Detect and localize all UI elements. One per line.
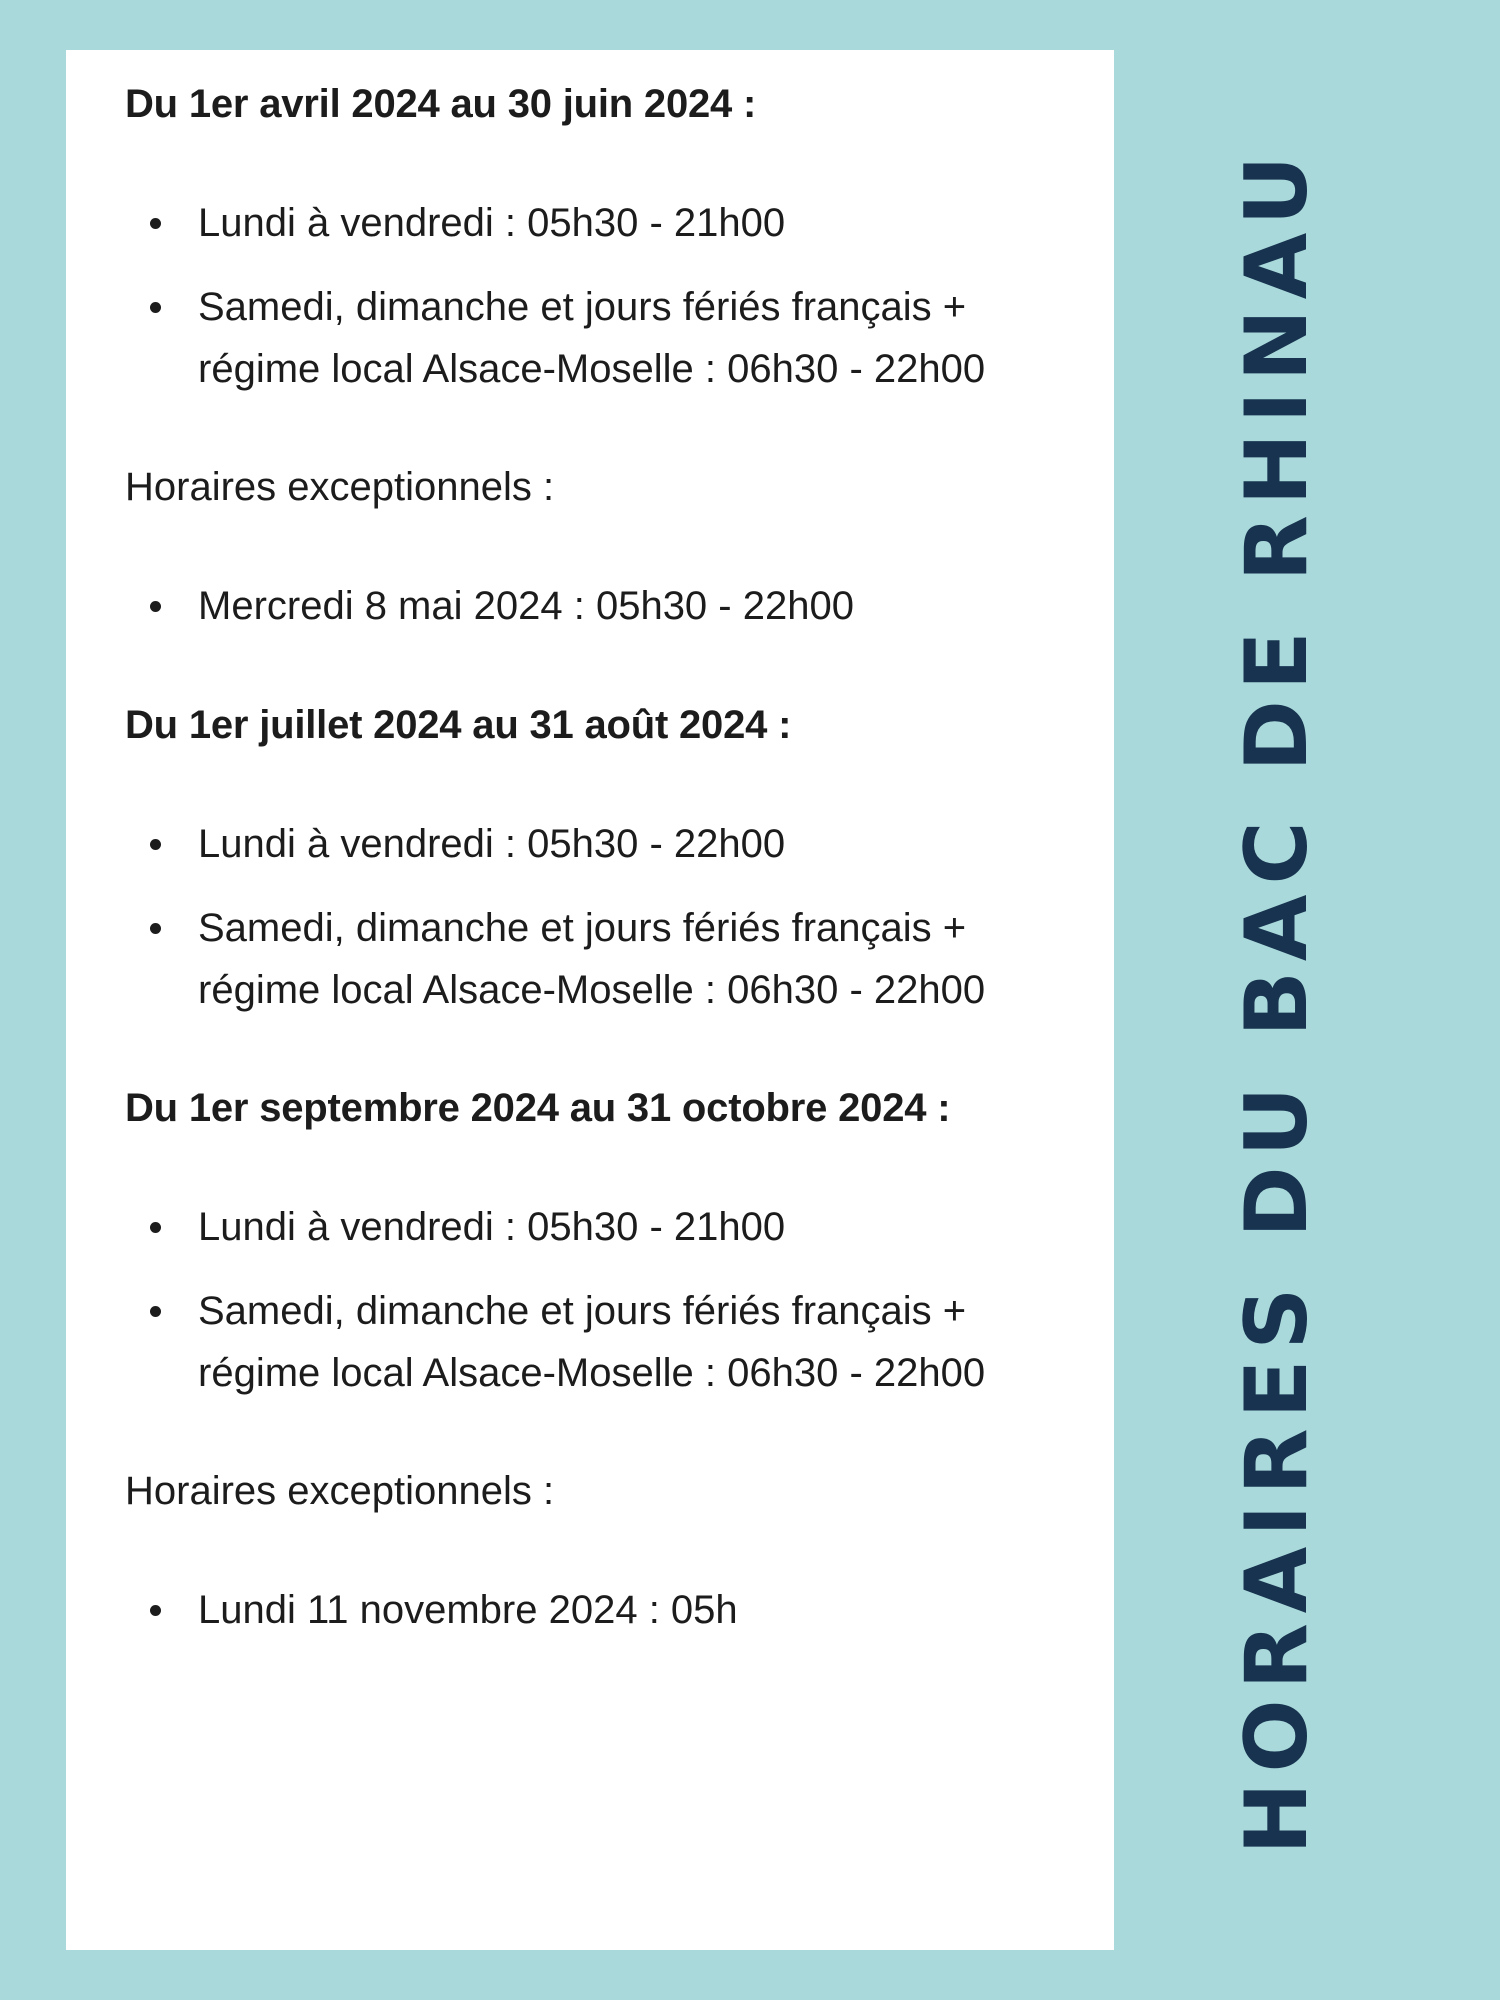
list-item-text: Samedi, dimanche et jours fériés français + régime local Alsace-Moselle : 06h30 - 22h00	[198, 906, 986, 1012]
list-item	[125, 1196, 1044, 1258]
period-2-list	[125, 813, 1044, 1021]
list-item-text: Lundi 11 novembre 2024 : 05h	[198, 1588, 738, 1632]
period-2-heading: Du 1er juillet 2024 au 31 août 2024 :	[125, 703, 792, 747]
list-item	[125, 192, 1044, 254]
period-1-exceptional-list	[125, 575, 1044, 637]
list-item	[125, 1280, 1044, 1404]
bullet-icon	[150, 1222, 161, 1233]
period-1-list	[125, 192, 1044, 400]
list-item-text: Samedi, dimanche et jours fériés français + régime local Alsace-Moselle : 06h30 - 22h00	[198, 1289, 986, 1395]
period-3-exceptional-label: Horaires exceptionnels :	[125, 1469, 555, 1513]
list-item	[125, 897, 1044, 1021]
list-item	[125, 813, 1044, 875]
bullet-icon	[150, 839, 161, 850]
bullet-icon	[150, 1605, 161, 1616]
schedule-card	[66, 50, 1114, 1950]
bullet-icon	[150, 601, 161, 612]
bullet-icon	[150, 923, 161, 934]
period-3-list	[125, 1196, 1044, 1404]
list-item	[125, 575, 1044, 637]
period-3-exceptional-list	[125, 1579, 1044, 1641]
period-3-heading: Du 1er septembre 2024 au 31 octobre 2024 :	[125, 1086, 951, 1130]
page-title: HORAIRES DU BAC DE RHINAU	[1227, 145, 1327, 1855]
list-item-text: Samedi, dimanche et jours fériés français + régime local Alsace-Moselle : 06h30 - 22h00	[198, 285, 986, 391]
list-item-text: Mercredi 8 mai 2024 : 05h30 - 22h00	[198, 584, 854, 628]
period-1-exceptional-label: Horaires exceptionnels :	[125, 465, 555, 509]
bullet-icon	[150, 218, 161, 229]
list-item-text: Lundi à vendredi : 05h30 - 22h00	[198, 822, 786, 866]
period-1-heading: Du 1er avril 2024 au 30 juin 2024 :	[125, 82, 757, 126]
list-item	[125, 276, 1044, 400]
bullet-icon	[150, 1306, 161, 1317]
list-item-text: Lundi à vendredi : 05h30 - 21h00	[198, 201, 786, 245]
bullet-icon	[150, 302, 161, 313]
list-item	[125, 1579, 1044, 1641]
list-item-text: Lundi à vendredi : 05h30 - 21h00	[198, 1205, 786, 1249]
